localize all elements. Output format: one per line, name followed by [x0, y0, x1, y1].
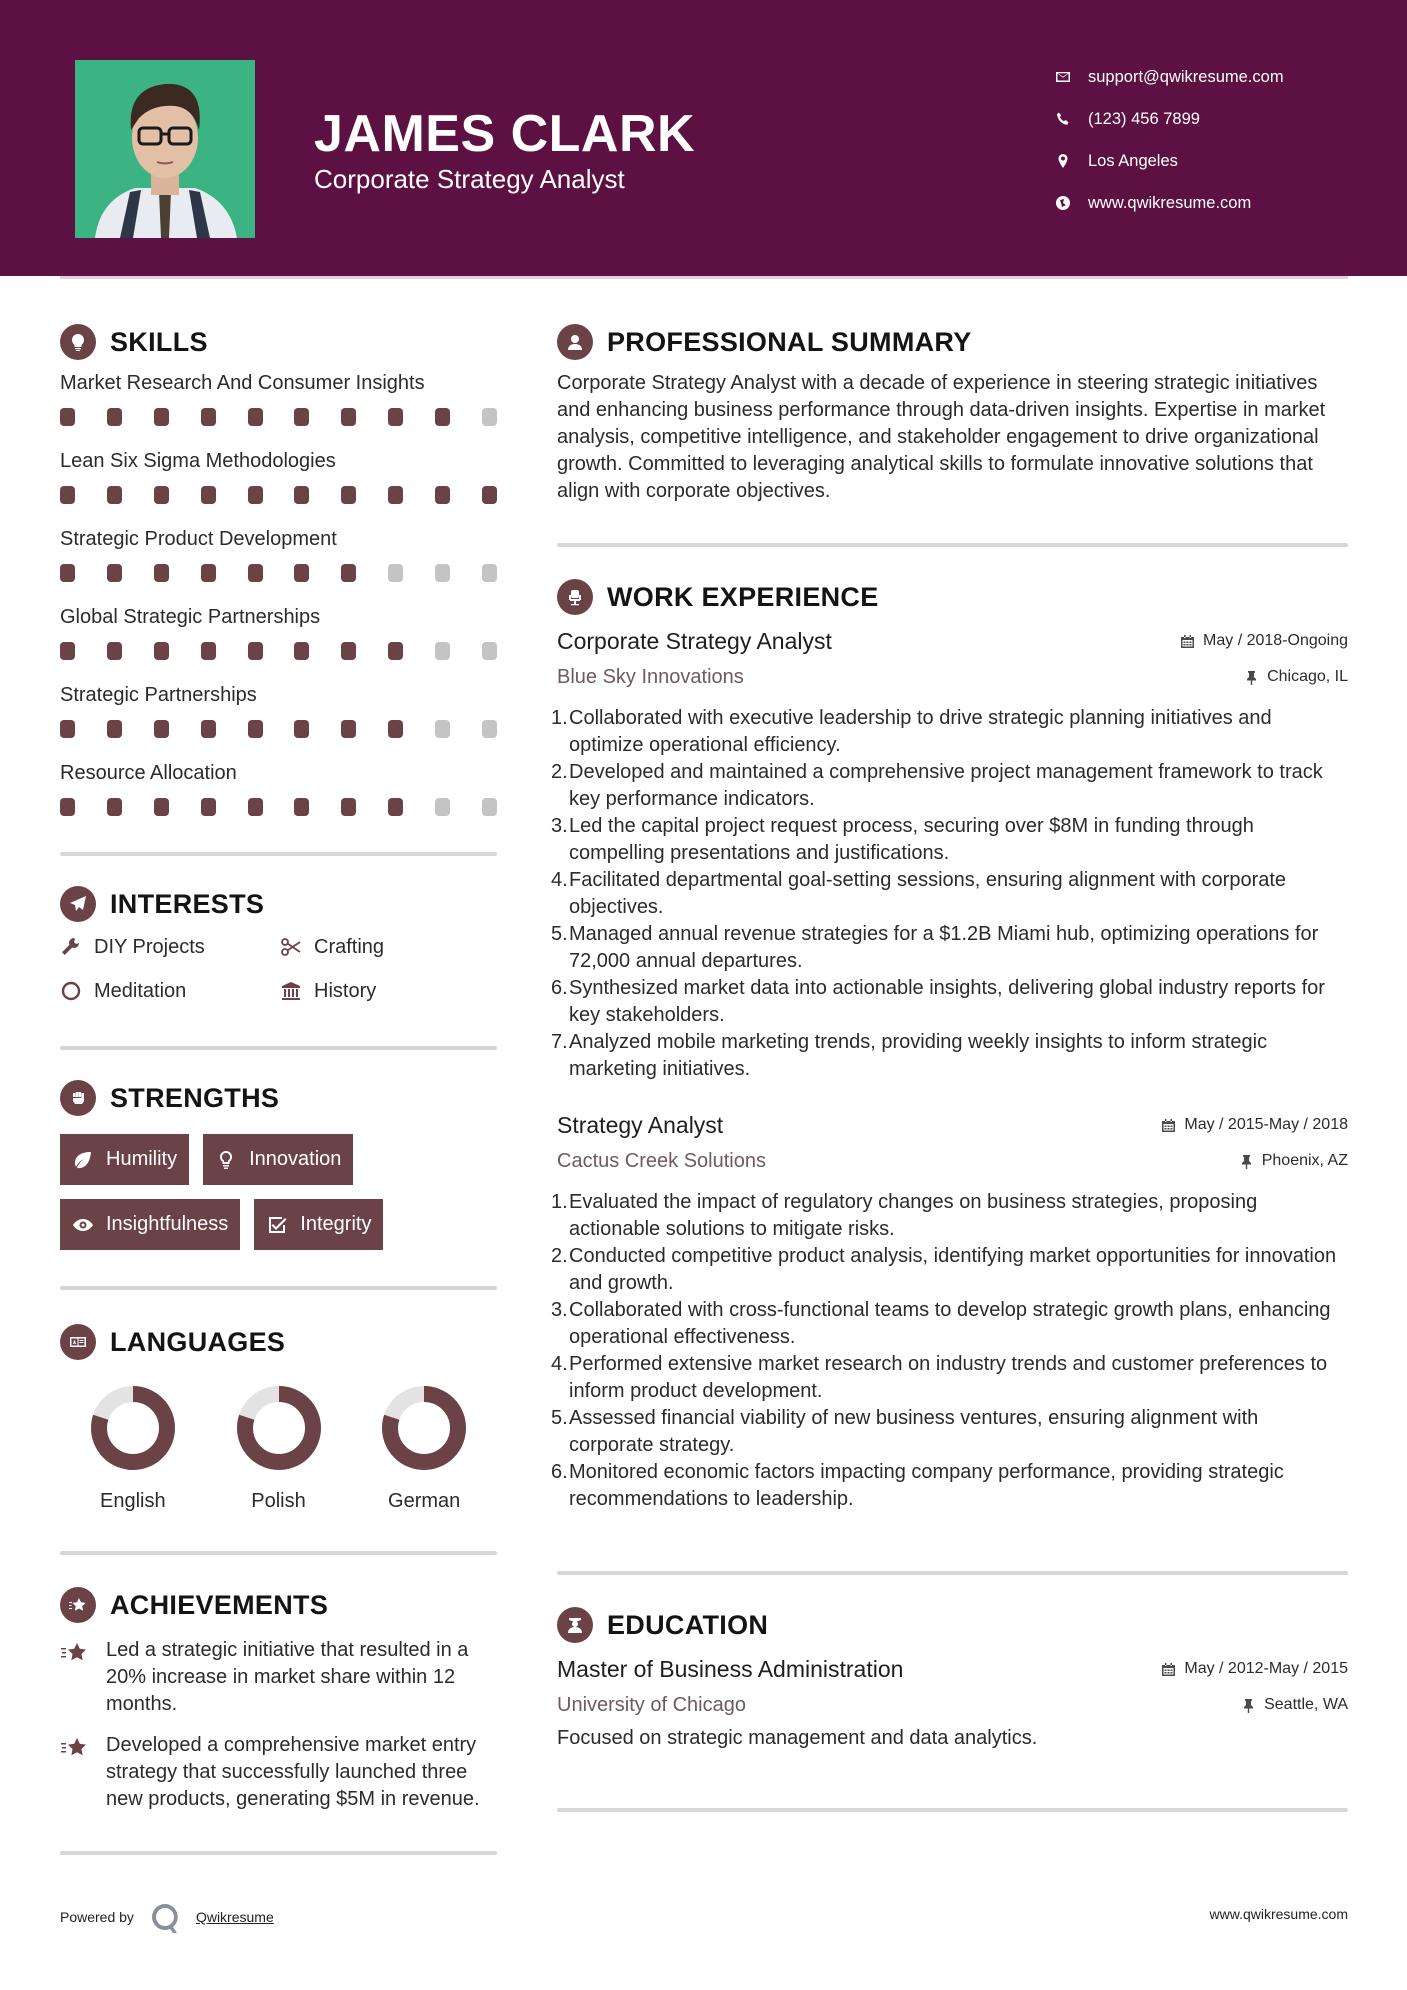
eye-icon	[72, 1214, 94, 1236]
job-date	[1180, 632, 1348, 650]
job-role: Strategy Analyst	[557, 1112, 724, 1138]
education-location	[1241, 1696, 1348, 1714]
user-icon	[557, 324, 593, 360]
summary-text: Corporate Strategy Analyst with a decade of experience in steering strategic initiatives and enhancing business performance through data-driven insights. Expertise in market analysis, competitive intelligence, and stakeholder engagement to drive organizational growth. Committed to leveraging analytical skills to formulate innovative solutions that align with corporate objectives.	[557, 372, 1326, 502]
skill-item	[60, 524, 497, 598]
rating-dot-filled	[201, 798, 216, 816]
strength-label: Integrity	[300, 1213, 372, 1235]
candidate-title: Corporate Strategy Analyst	[314, 164, 625, 194]
resume-header	[0, 0, 1407, 276]
strength-tag	[60, 1199, 240, 1250]
shooting-star-icon	[60, 1734, 88, 1762]
skill-name: Global Strategic Partnerships	[60, 606, 321, 628]
skill-name: Lean Six Sigma Methodologies	[60, 450, 336, 472]
skills-heading	[60, 320, 497, 364]
job-bullets	[551, 705, 1348, 1083]
interests-title: INTERESTS	[110, 888, 265, 919]
language-donut-chart	[380, 1384, 468, 1472]
job-company: Blue Sky Innovations	[557, 666, 744, 688]
contact-website[interactable]	[1052, 182, 1284, 224]
qwikresume-link[interactable]: Qwikresume	[195, 1909, 274, 1925]
education-entry	[557, 1651, 1348, 1750]
summary-section	[557, 320, 1348, 505]
rating-dot-filled	[388, 720, 403, 738]
contact-phone-text: (123) 456 7899	[1088, 109, 1200, 128]
skill-item	[60, 680, 497, 754]
rating-dot-filled	[341, 642, 356, 660]
strengths-title: STRENGTHS	[110, 1082, 280, 1113]
wrench-icon	[60, 936, 82, 958]
job-bullet: 4. Performed extensive market research on industry trends and customer preferences to inform product development.	[551, 1353, 1328, 1402]
achievement-item	[60, 1637, 497, 1718]
education-location-text: Seattle, WA	[1264, 1696, 1348, 1713]
shooting-star-icon	[60, 1639, 88, 1667]
achievement-text: Led a strategic initiative that resulted in a 20% increase in market share within 12 months.	[106, 1639, 469, 1715]
rating-dot-filled	[60, 720, 75, 738]
job-bullet: 6. Monitored economic factors impacting company performance, providing strategic recommendations to leadership.	[551, 1461, 1284, 1510]
strength-label: Humility	[106, 1148, 178, 1170]
skill-rating	[60, 632, 497, 676]
section-divider	[60, 1286, 497, 1290]
rating-dot-filled	[154, 798, 169, 816]
rating-dot-filled	[341, 798, 356, 816]
strength-tag	[254, 1199, 383, 1250]
experience-title: WORK EXPERIENCE	[607, 581, 879, 612]
skill-rating	[60, 788, 497, 832]
skill-name: Resource Allocation	[60, 762, 237, 784]
strengths-heading	[60, 1076, 497, 1120]
job-company: Cactus Creek Solutions	[557, 1150, 766, 1172]
job-date	[1161, 1116, 1348, 1134]
education-heading	[557, 1603, 1348, 1647]
rating-dot-filled	[154, 486, 169, 504]
rating-dot-filled	[154, 642, 169, 660]
rating-dot-filled	[201, 720, 216, 738]
pushpin-icon	[1239, 1154, 1254, 1169]
rating-dot-filled	[435, 408, 450, 426]
rating-dot-filled	[107, 408, 122, 426]
footer-powered-by	[60, 1900, 274, 1934]
languages-heading	[60, 1320, 497, 1364]
rating-dot-filled	[294, 720, 309, 738]
language-item	[60, 1384, 206, 1513]
rating-dot-filled	[201, 486, 216, 504]
rating-dot-filled	[248, 798, 263, 816]
skill-name: Strategic Product Development	[60, 528, 337, 550]
rating-dot-filled	[154, 408, 169, 426]
education-date-text: May / 2012-May / 2015	[1184, 1660, 1348, 1677]
rating-dot-empty	[482, 564, 497, 582]
interest-item	[280, 976, 497, 1006]
rating-dot-filled	[388, 798, 403, 816]
language-item	[206, 1384, 352, 1513]
skill-item	[60, 602, 497, 676]
section-divider	[60, 1046, 497, 1050]
rating-dot-filled	[435, 486, 450, 504]
languages-title: LANGUAGES	[110, 1326, 286, 1357]
skills-section	[60, 320, 497, 832]
skill-item	[60, 368, 497, 442]
rating-dot-empty	[388, 564, 403, 582]
office-chair-icon	[557, 579, 593, 615]
circle-icon	[60, 980, 82, 1002]
job-location	[1239, 1152, 1348, 1170]
section-divider	[557, 1571, 1348, 1575]
achievements-heading	[60, 1583, 497, 1627]
profile-photo-illustration	[75, 60, 255, 238]
leaf-icon	[72, 1149, 94, 1171]
calendar-icon	[1161, 1662, 1176, 1677]
calendar-icon	[1161, 1118, 1176, 1133]
experience-section	[551, 575, 1348, 1513]
strength-label: Innovation	[249, 1148, 342, 1170]
skill-rating	[60, 710, 497, 754]
job-entry	[551, 623, 1348, 1083]
powered-by-label: Powered by	[60, 1909, 134, 1925]
rating-dot-filled	[107, 798, 122, 816]
rating-dot-filled	[248, 408, 263, 426]
qwikresume-logo-icon	[148, 1900, 182, 1934]
rating-dot-filled	[248, 720, 263, 738]
job-bullet: 3. Led the capital project request process, securing over $8M in funding through compelling presentations and justifications.	[551, 815, 1254, 864]
section-divider	[60, 1551, 497, 1555]
skill-rating	[60, 554, 497, 598]
summary-title: PROFESSIONAL SUMMARY	[607, 326, 972, 357]
skill-item	[60, 446, 497, 520]
header-underline	[60, 276, 1348, 279]
rating-dot-filled	[294, 642, 309, 660]
strength-tag	[60, 1134, 189, 1185]
museum-icon	[280, 980, 302, 1002]
rating-dot-filled	[294, 486, 309, 504]
rating-dot-empty	[435, 720, 450, 738]
skill-rating	[60, 476, 497, 520]
rating-dot-filled	[60, 486, 75, 504]
job-bullets	[551, 1189, 1348, 1513]
rating-dot-empty	[482, 720, 497, 738]
language-name: English	[100, 1490, 166, 1512]
interest-item	[280, 932, 497, 962]
languages-section	[60, 1320, 497, 1513]
job-bullet: 5. Managed annual revenue strategies for a $1.2B Miami hub, optimizing operations for 72,000 annual departures.	[551, 923, 1319, 972]
rating-dot-filled	[294, 564, 309, 582]
education-description: Focused on strategic management and data analytics.	[557, 1727, 1038, 1749]
interest-item	[60, 976, 280, 1006]
contact-location-text: Los Angeles	[1088, 151, 1178, 170]
education-section	[557, 1603, 1348, 1750]
interests-section	[60, 882, 497, 1006]
left-column	[60, 320, 497, 1855]
section-divider	[60, 852, 497, 856]
achievements-section	[60, 1583, 497, 1813]
rating-dot-filled	[388, 408, 403, 426]
achievement-item	[60, 1732, 497, 1813]
job-location-text: Phoenix, AZ	[1261, 1152, 1348, 1169]
school-name: University of Chicago	[557, 1694, 746, 1716]
rating-dot-filled	[201, 408, 216, 426]
language-name: German	[388, 1490, 461, 1512]
strength-label: Insightfulness	[106, 1213, 229, 1235]
envelope-icon	[1052, 69, 1074, 85]
rating-dot-filled	[248, 486, 263, 504]
strength-tag	[203, 1134, 353, 1185]
summary-heading	[557, 320, 1348, 364]
job-bullet: 3. Collaborated with cross-functional teams to develop strategic growth plans, enhancing operational effectiveness.	[551, 1299, 1331, 1348]
contact-website-text: www.qwikresume.com	[1088, 193, 1252, 212]
contact-location	[1052, 140, 1284, 182]
scissors-icon	[280, 936, 302, 958]
job-bullet: 1. Evaluated the impact of regulatory changes on business strategies, proposing actionable solutions to mitigate risks.	[551, 1191, 1258, 1240]
job-location	[1244, 668, 1348, 686]
language-name: Polish	[251, 1490, 306, 1512]
rating-dot-filled	[294, 408, 309, 426]
job-bullet: 2. Conducted competitive product analysis, identifying market opportunities for innovation and growth.	[551, 1245, 1337, 1294]
job-bullet: 7. Analyzed mobile marketing trends, providing weekly insights to inform strategic marketing initiatives.	[551, 1031, 1268, 1080]
language-item	[351, 1384, 497, 1513]
section-divider	[557, 543, 1348, 547]
skill-rating	[60, 398, 497, 442]
skills-title: SKILLS	[110, 326, 208, 357]
rating-dot-filled	[482, 486, 497, 504]
job-bullet: 4. Facilitated departmental goal-setting sessions, ensuring alignment with corporate objectives.	[551, 869, 1287, 918]
skill-item	[60, 758, 497, 832]
contact-email-text: support@qwikresume.com	[1088, 67, 1284, 86]
interest-item	[60, 932, 280, 962]
rating-dot-filled	[341, 720, 356, 738]
skill-name: Market Research And Consumer Insights	[60, 372, 425, 394]
lightbulb-icon	[60, 324, 96, 360]
right-column	[551, 320, 1348, 1812]
section-divider	[60, 1851, 497, 1855]
rating-dot-filled	[341, 486, 356, 504]
rating-dot-empty	[435, 564, 450, 582]
interest-label: Meditation	[94, 979, 187, 1002]
rating-dot-empty	[482, 798, 497, 816]
section-divider	[557, 1808, 1348, 1812]
languages-list	[60, 1384, 497, 1513]
achievement-text: Developed a comprehensive market entry strategy that successfully launched three new products, generating $5M in revenue.	[106, 1734, 480, 1810]
job-bullet: 5. Assessed financial viability of new business ventures, ensuring alignment with corporate strategy.	[551, 1407, 1259, 1456]
skill-name: Strategic Partnerships	[60, 684, 257, 706]
rating-dot-filled	[294, 798, 309, 816]
job-bullet: 2. Developed and maintained a comprehensive project management framework to track key performance indicators.	[551, 761, 1323, 810]
paper-plane-icon	[60, 886, 96, 922]
interests-list	[60, 932, 497, 1006]
contact-phone[interactable]	[1052, 98, 1284, 140]
phone-icon	[1052, 111, 1074, 127]
rating-dot-filled	[107, 564, 122, 582]
star-badge-icon	[60, 1587, 96, 1623]
experience-heading	[557, 575, 1348, 619]
rating-dot-filled	[201, 642, 216, 660]
rating-dot-filled	[388, 486, 403, 504]
rating-dot-filled	[201, 564, 216, 582]
lightbulb-icon	[215, 1149, 237, 1171]
interest-label: DIY Projects	[94, 935, 205, 958]
fist-icon	[60, 1080, 96, 1116]
rating-dot-filled	[60, 798, 75, 816]
rating-dot-filled	[341, 564, 356, 582]
job-date-text: May / 2018-Ongoing	[1203, 632, 1348, 649]
contact-email[interactable]	[1052, 56, 1284, 98]
job-bullet: 1. Collaborated with executive leadership to drive strategic planning initiatives and optimize operational efficiency.	[551, 707, 1272, 756]
rating-dot-filled	[248, 564, 263, 582]
language-donut-chart	[89, 1384, 177, 1472]
rating-dot-filled	[388, 642, 403, 660]
rating-dot-empty	[482, 408, 497, 426]
interest-label: History	[314, 979, 377, 1002]
rating-dot-filled	[60, 642, 75, 660]
rating-dot-filled	[248, 642, 263, 660]
rating-dot-filled	[60, 408, 75, 426]
degree: Master of Business Administration	[557, 1656, 904, 1682]
job-entry	[551, 1107, 1348, 1513]
checkbox-icon	[266, 1214, 288, 1236]
language-donut-chart	[235, 1384, 323, 1472]
contact-list	[1052, 56, 1284, 224]
job-bullet: 6. Synthesized market data into actionable insights, delivering global industry reports for key stakeholders.	[551, 977, 1325, 1026]
interests-heading	[60, 882, 497, 926]
candidate-name: JAMES CLARK	[314, 105, 696, 163]
globe-icon	[1052, 195, 1074, 211]
rating-dot-empty	[435, 798, 450, 816]
map-marker-icon	[1052, 153, 1074, 169]
education-title: EDUCATION	[607, 1609, 769, 1640]
graduate-icon	[557, 1607, 593, 1643]
strengths-section	[60, 1076, 497, 1250]
rating-dot-filled	[154, 564, 169, 582]
calendar-icon	[1180, 634, 1195, 649]
rating-dot-filled	[341, 408, 356, 426]
rating-dot-filled	[154, 720, 169, 738]
profile-photo	[75, 60, 255, 238]
interest-label: Crafting	[314, 935, 385, 958]
job-location-text: Chicago, IL	[1267, 668, 1348, 685]
rating-dot-empty	[482, 642, 497, 660]
job-role: Corporate Strategy Analyst	[557, 628, 832, 654]
strengths-list	[60, 1134, 480, 1250]
footer-website[interactable]: www.qwikresume.com	[1209, 1906, 1348, 1922]
achievements-title: ACHIEVEMENTS	[110, 1589, 329, 1620]
language-icon	[60, 1324, 96, 1360]
education-date	[1161, 1660, 1348, 1678]
rating-dot-empty	[435, 642, 450, 660]
rating-dot-filled	[60, 564, 75, 582]
pushpin-icon	[1241, 1698, 1256, 1713]
pushpin-icon	[1244, 670, 1259, 685]
rating-dot-filled	[107, 720, 122, 738]
rating-dot-filled	[107, 486, 122, 504]
job-date-text: May / 2015-May / 2018	[1184, 1116, 1348, 1133]
rating-dot-filled	[107, 642, 122, 660]
